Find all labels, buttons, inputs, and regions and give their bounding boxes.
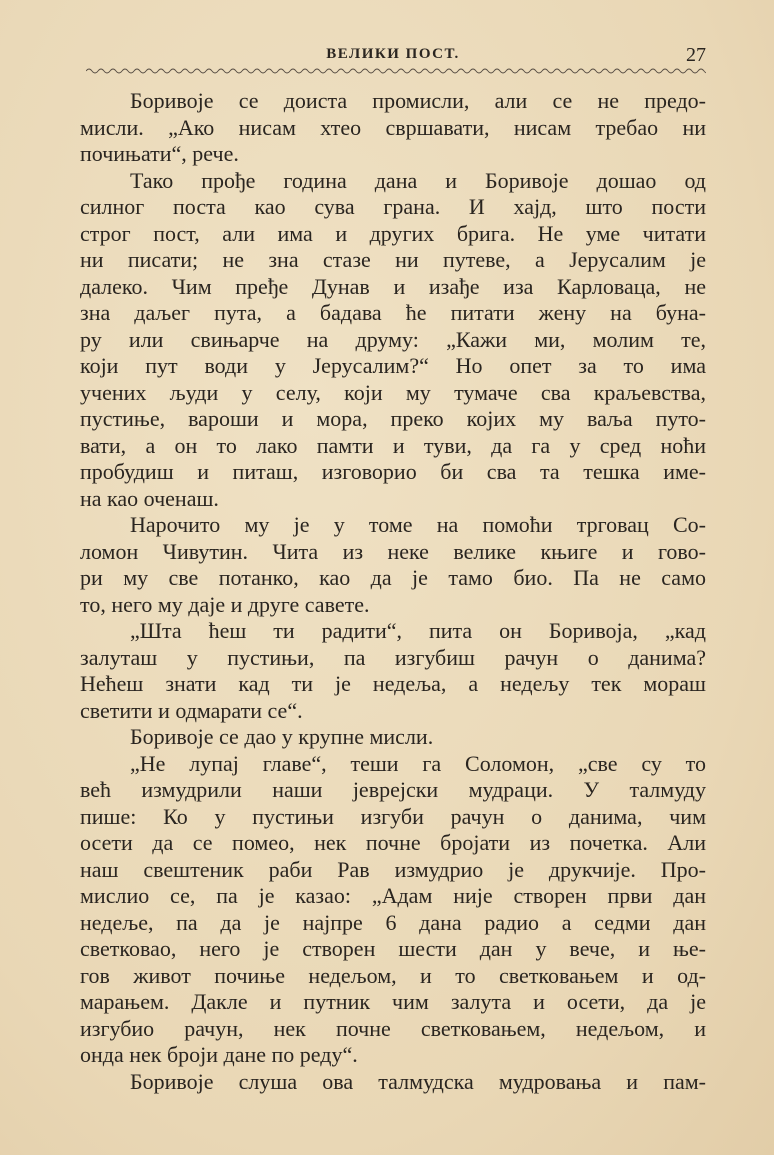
text-line: Тако прође година дана и Боривоје дошао од [130, 167, 706, 193]
text-line: светковао, него је створен шести дан у вече, и ње- [80, 936, 706, 961]
text-line: пробудиш и питаш, изговорио би сва та тешка име- [80, 459, 706, 484]
text-line: ни писати; не зна стазе ни путеве, а Јерусалим је [80, 247, 706, 272]
text-line: Нећеш знати кад ти је недеља, а недељу тек мораш [80, 671, 706, 696]
text-line: осети да се помео, нек почне бројати из почетка. Али [80, 830, 706, 855]
text-line: светити и одмарати се“. [80, 697, 303, 723]
text-line: „Шта ћеш ти радити“, пита он Боривоја, „кад [130, 618, 706, 643]
text-line: то, него му даје и друге савете. [80, 591, 370, 617]
text-line: гов живот почиње недељом, и то светковањем и од- [80, 962, 706, 988]
text-line: силног поста као сува грана. И хајд, што пости [80, 194, 706, 219]
wavy-rule-ornament [86, 66, 706, 76]
text-line: строг пост, али има и других брига. Не уме читати [80, 220, 706, 246]
text-line: пустиње, вароши и мора, преко којих му ваља путо- [80, 406, 706, 431]
running-head [80, 44, 706, 68]
running-title: ВЕЛИКИ ПОСТ. [326, 46, 460, 62]
text-line: мисли. „Ако нисам хтео свршавати, нисам требао ни [80, 114, 706, 140]
text-line: Боривоје се дао у крупне мисли. [130, 724, 434, 749]
text-line: недеље, па да је најпре 6 дана радио а седми дан [80, 909, 706, 935]
text-line: пише: Ко у пустињи изгуби рачун о данима, чим [80, 803, 706, 829]
text-line: залуташ у пустињи, па изгубиш рачун о данима? [80, 644, 706, 670]
text-line: „Не лупај главе“, теши га Соломон, „све су то [130, 750, 706, 776]
text-line: мислио се, па је казао: „Адам није створен први дан [80, 883, 706, 908]
text-line: Боривоје се доиста промисли, али се не предо- [130, 88, 706, 113]
text-line: изгубио рачун, нек почне светковањем, недељом, и [80, 1015, 706, 1041]
text-line: на као оченаш. [80, 485, 219, 511]
body-text [80, 88, 706, 1095]
text-line: ри му све потанко, као да је тамо био. Па не само [80, 565, 706, 590]
text-line: Нарочито му је у томе на помоћи трговац Со- [130, 512, 706, 537]
text-line: зна даљег пута, а бадава ће питати жену на буна- [80, 300, 706, 325]
text-line: Боривоје слуша ова талмудска мудровања и пам- [130, 1068, 706, 1094]
text-line: онда нек броји дане по реду“. [80, 1042, 358, 1067]
page-number: 27 [686, 44, 706, 66]
text-line: учених људи у селу, који му тумаче сва краљевства, [80, 379, 706, 405]
text-line: далеко. Чим пређе Дунав и изађе иза Карловаца, не [80, 273, 706, 299]
text-line: који пут води у Јерусалим?“ Но опет за то има [80, 353, 706, 378]
text-line: ру или свињарче на друму: „Кажи ми, молим те, [80, 326, 706, 352]
text-line: почињати“, рече. [80, 141, 239, 166]
text-line: ломон Чивутин. Чита из неке велике књиге и гово- [80, 538, 706, 564]
text-line: наш свештеник раби Рав измудрио је друкчије. Про- [80, 856, 706, 882]
text-line: вати, а он то лако памти и туви, да га у сред ноћи [80, 432, 706, 458]
text-line: марањем. Дакле и путник чим залута и осети, да је [80, 989, 706, 1014]
text-line: већ измудрили наши јеврејски мудраци. У талмуду [80, 777, 706, 802]
